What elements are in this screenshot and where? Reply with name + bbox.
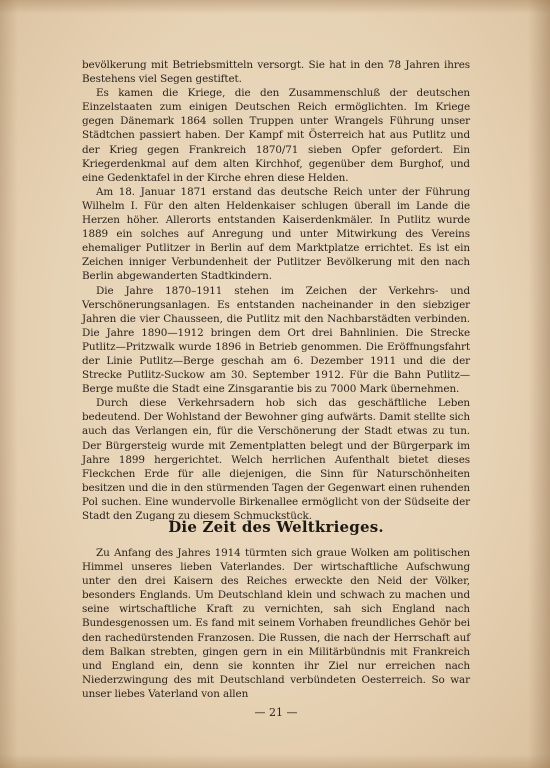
page-edge-right bbox=[528, 0, 550, 768]
paragraph-continuation: bevölkerung mit Betriebsmitteln versorgt. Sie hat in den 78 Jahren ihres Bestehens viel Segen gestiftet. bbox=[82, 59, 470, 86]
paragraph-wars: Es kamen die Kriege, die den Zusammenschluß der deutschen Einzelstaaten zum einigen Deutschen Reich ermöglichten. Im Kriege gegen Dänemark 1864 sollen Truppen unter Wrangels Führung unser Städtchen passiert haben. Der Kampf mit Österreich hat aus Putlitz und der Krieg gegen Frankreich 1870/71 sieben Opfer gefordert. Ein Kriegerdenkmal auf dem alten Kirchhof, gegenüber dem Burghof, und eine Gedenktafel in der Kirche ehren diese Helden. bbox=[82, 87, 470, 184]
page-edge-left bbox=[0, 0, 18, 768]
page-number: — 21 — bbox=[254, 706, 298, 719]
paragraph-1914: Zu Anfang des Jahres 1914 türmten sich graue Wolken am politischen Himmel unseres lieben Vaterlandes. Der wirtschaftliche Aufschwung unter den drei Kaisern des Reiches erweckte den Neid der Völker, besonders Englands. Um Deutschland klein und schwach zu machen und seine wirtschaftliche Kraft zu vernichten, sah sich England nach Bundesgenossen um. Es fand mit seinem Vorhaben freundliches Gehör bei den rachedürstenden Franzosen. Die Russen, die nach der Herrschaft auf dem Balkan strebten, gingen gern in ein Militärbündnis mit Frankreich und England ein, denn sie konnten ihr Ziel nur erreichen nach Niederzwingung des mit Deutschland verbündeten Oesterreich. So war unser liebes Vaterland von allen bbox=[82, 547, 470, 700]
body-text-upper bbox=[82, 58, 470, 523]
paragraph-reich-1871: Am 18. Januar 1871 erstand das deutsche Reich unter der Führung Wilhelm I. Für den alten Heldenkaiser schlugen überall im Lande die Herzen höher. Allerorts entstanden Kaiserdenkmäler. In Putlitz wurde 1889 ein solches auf Anregung und unter Mitwirkung des Vereins ehemaliger Putlitzer in Berlin auf dem Marktplatze errichtet. Es ist ein Zeichen inniger Verbundenheit der Putlitzer Bevölkerung mit den nach Berlin abgewanderten Stadtkindern. bbox=[82, 185, 470, 283]
body-text-lower bbox=[82, 546, 470, 701]
paragraph-prosperity: Durch diese Verkehrsadern hob sich das geschäftliche Leben bedeutend. Der Wohlstand der Bewohner ging aufwärts. Damit stellte sich auch das Verlangen ein, für die Verschönerung der Stadt etwas zu tun. Der Bürgersteig wurde mit Zementplatten belegt und der Bürgerpark im Jahre 1899 hergerichtet. Welch herrlichen Aufenthalt bietet dieses Fleckchen Erde für alle diejenigen, die Sinn für Naturschönheiten besitzen und die in den stürmenden Tagen der Gegenwart einen ruhenden Pol suchen. Eine wundervolle Birkenallee ermöglicht von der Südseite der Stadt den Zugang zu diesem Schmuckstück. bbox=[82, 397, 470, 522]
page-edge-bottom bbox=[0, 754, 550, 768]
paragraph-transport: Die Jahre 1870–1911 stehen im Zeichen der Verkehrs- und Verschönerungsanlagen. Es entstanden nacheinander in den siebziger Jahren die vier Chausseen, die Putlitz mit den Nachbarstädten verbinden. Die Jahre 1890—1912 bringen dem Ort drei Bahnlinien. Die Strecke Putlitz—Pritzwalk wurde 1896 in Betrieb genommen. Die Eröffnungsfahrt der Linie Putlitz—Berge geschah am 6. Dezember 1911 und die der Strecke Putlitz-Suckow am 30. September 1912. Für die Bahn Putlitz—Berge mußte die Stadt eine Zinsgarantie bis zu 7000 Mark übernehmen. bbox=[82, 284, 470, 396]
page-edge-top bbox=[0, 0, 550, 14]
section-heading: Die Zeit des Weltkrieges. bbox=[168, 518, 384, 536]
